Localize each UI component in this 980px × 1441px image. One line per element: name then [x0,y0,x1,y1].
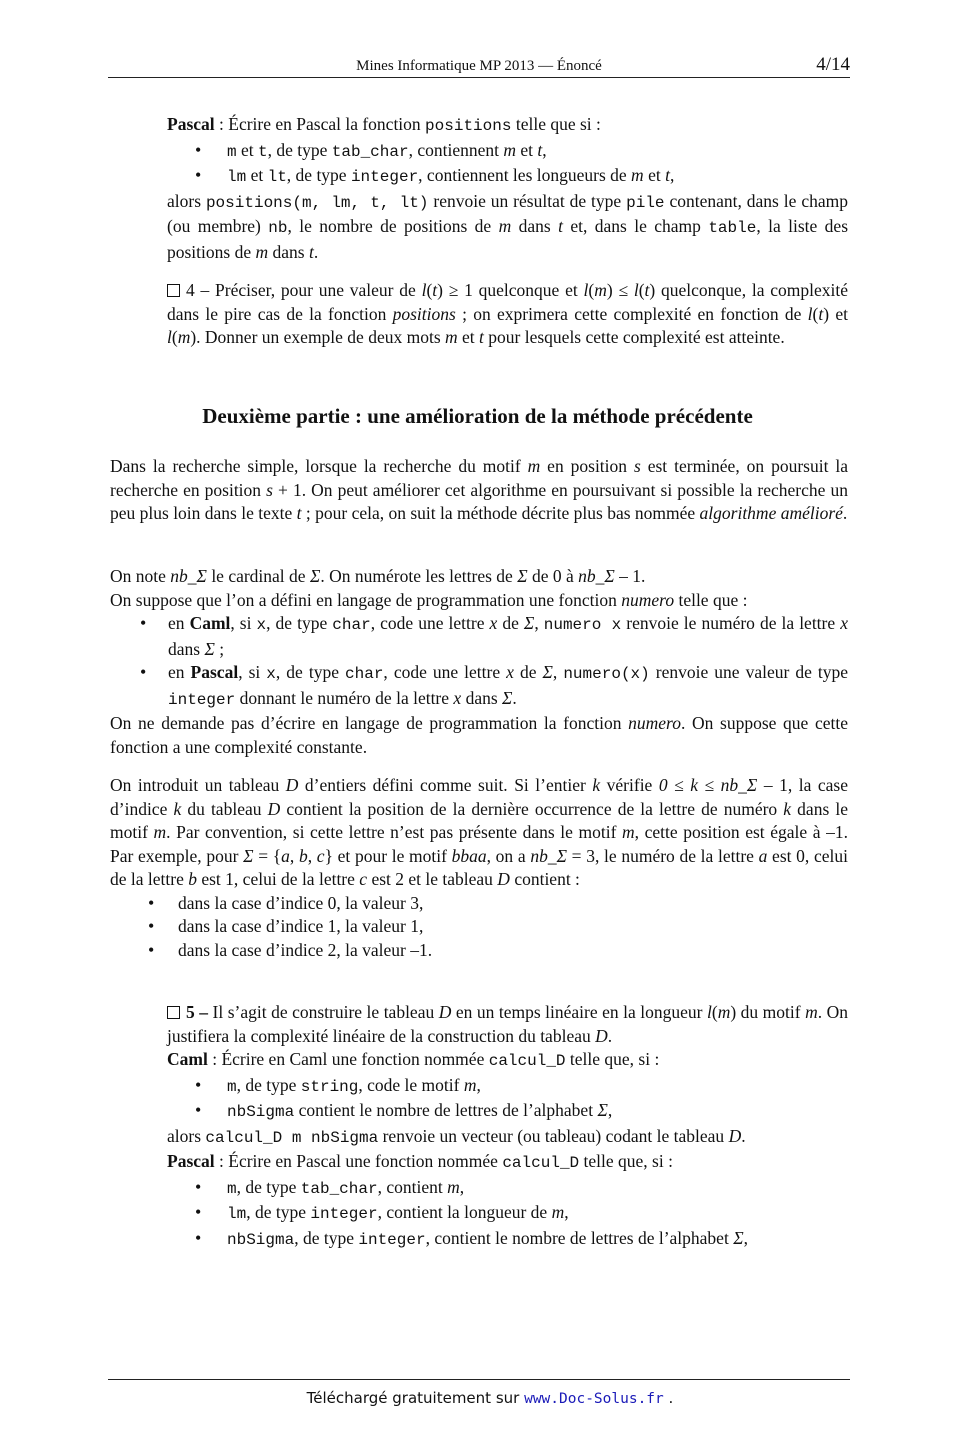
list-item: • dans la case d’indice 0, la valeur 3, [110,892,848,916]
footer-link[interactable]: www.Doc-Solus.fr [524,1391,664,1407]
checkbox-square-icon [167,284,180,297]
question-5: 5 – Il s’agit de construire le tableau D en un temps linéaire en la longueur l(m) du motif m. On justifiera la complexité linéaire de la construction du tableau D. Caml : Écrire en Caml une fonction nommée calcul_D telle que, si : • m, de type string, code le motif m, • nbSigma contient le nombre de lettres de l’alphabet Σ, alors calcul_D m nbSigma renvoie un vecteur (ou tableau) codant le tableau D. Pascal : Écrire en Pascal une fonction nommée calcul_D telle que, si : • m, de type tab_char, contient m, • lm, de type integer, contient la longueur de m, • nbSigma, de type integer, contient le nombre de lettres de l’alphabet Σ, [167,1001,848,1252]
list-item: • nbSigma, de type integer, contient le nombre de lettres de l’alphabet Σ, [167,1227,848,1253]
list-item: • lm, de type integer, contient la longueur de m, [167,1201,848,1227]
list-item: • lm et lt, de type integer, contiennent les longueurs de m et t, [167,164,848,190]
paragraph-tableau-d: On introduit un tableau D d’entiers défini comme suit. Si l’entier k vérifie 0 ≤ k ≤ nb_Σ – 1, la case d’indice k du tableau D contient la position de la dernière occurrence de la lettre de numéro k dans le motif m. Par convention, si cette lettre n’est pas présente dans le motif m, cette position est égale à –1. Par exemple, pour Σ = {a, b, c} et pour le motif bbaa, on a nb_Σ = 3, le numéro de la lettre a est 0, celui de la lettre b est 1, celui de la lettre c est 2 et le tableau D contient : • dans la case d’indice 0, la valeur 3, • dans la case d’indice 1, la valeur 1, • dans la case d’indice 2, la valeur –1. [110,774,848,962]
page-header [108,53,850,77]
page-footer: Téléchargé gratuitement sur www.Doc-Solus.fr . [306,1389,674,1407]
list-item: • m et t, de type tab_char, contiennent m et t, [167,139,848,165]
list-item: • dans la case d’indice 2, la valeur –1. [110,939,848,963]
paragraph-numero: On note nb_Σ le cardinal de Σ. On numérote les lettres de Σ de 0 à nb_Σ – 1. On suppose que l’on a défini en langage de programmation une fonction numero telle que : • en Caml, si x, de type char, code une lettre x de Σ, numero x renvoie le numéro de la lettre x dans Σ ; • en Pascal, si x, de type char, code une lettre x de Σ, numero(x) renvoie une valeur de type integer donnant le numéro de la lettre x dans Σ. On ne demande pas d’écrire en langage de programmation la fonction numero. On suppose que cette fonction a une complexité constante. [110,565,848,759]
footer-text: Téléchargé gratuitement sur [306,1389,520,1407]
list-item: • m, de type tab_char, contient m, [167,1176,848,1202]
list-item: • nbSigma contient le nombre de lettres de l’alphabet Σ, [167,1099,848,1125]
footer-rule [108,1379,850,1380]
pascal-intro: Pascal : Écrire en Pascal la fonction positions telle que si : [167,114,601,135]
list-item: • en Caml, si x, de type char, code une lettre x de Σ, numero x renvoie le numéro de la lettre x dans Σ ; [110,612,848,661]
paragraph-intro: Dans la recherche simple, lorsque la recherche du motif m en position s est terminée, on poursuit la recherche en position s + 1. On peut améliorer cet algorithme en poursuivant si possible la recherche un peu plus loin dans le texte t ; pour cela, on suit la méthode décrite plus bas nommée algorithme amélioré. [110,456,848,523]
list-item: • en Pascal, si x, de type char, code une lettre x de Σ, numero(x) renvoie une valeur de type integer donnant le numéro de la lettre x dans Σ. [110,661,848,712]
list-item: • m, de type string, code le motif m, [167,1074,848,1100]
section-title: Deuxième partie : une amélioration de la méthode précédente [202,404,753,428]
pascal-positions-block [167,113,848,264]
question-4: 4 – Préciser, pour une valeur de l(t) ≥ 1 quelconque et l(m) ≤ l(t) quelconque, la complexité dans le pire cas de la fonction positions ; on exprimera cette complexité en fonction de l(t) et l(m). Donner un exemple de deux mots m et t pour lesquels cette complexité est atteinte. [167,280,848,347]
list-item: • dans la case d’indice 1, la valeur 1, [110,915,848,939]
header-title: Mines Informatique MP 2013 — Énoncé [356,58,602,74]
header-rule [108,77,850,78]
page-number: 4/14 [816,54,850,75]
pascal-conclusion: alors positions(m, lm, t, lt) renvoie un résultat de type pile contenant, dans le champ (ou membre) nb, le nombre de positions de m dans t et, dans le champ table, la liste des positions de m dans t. [167,190,849,262]
checkbox-square-icon [167,1006,180,1019]
